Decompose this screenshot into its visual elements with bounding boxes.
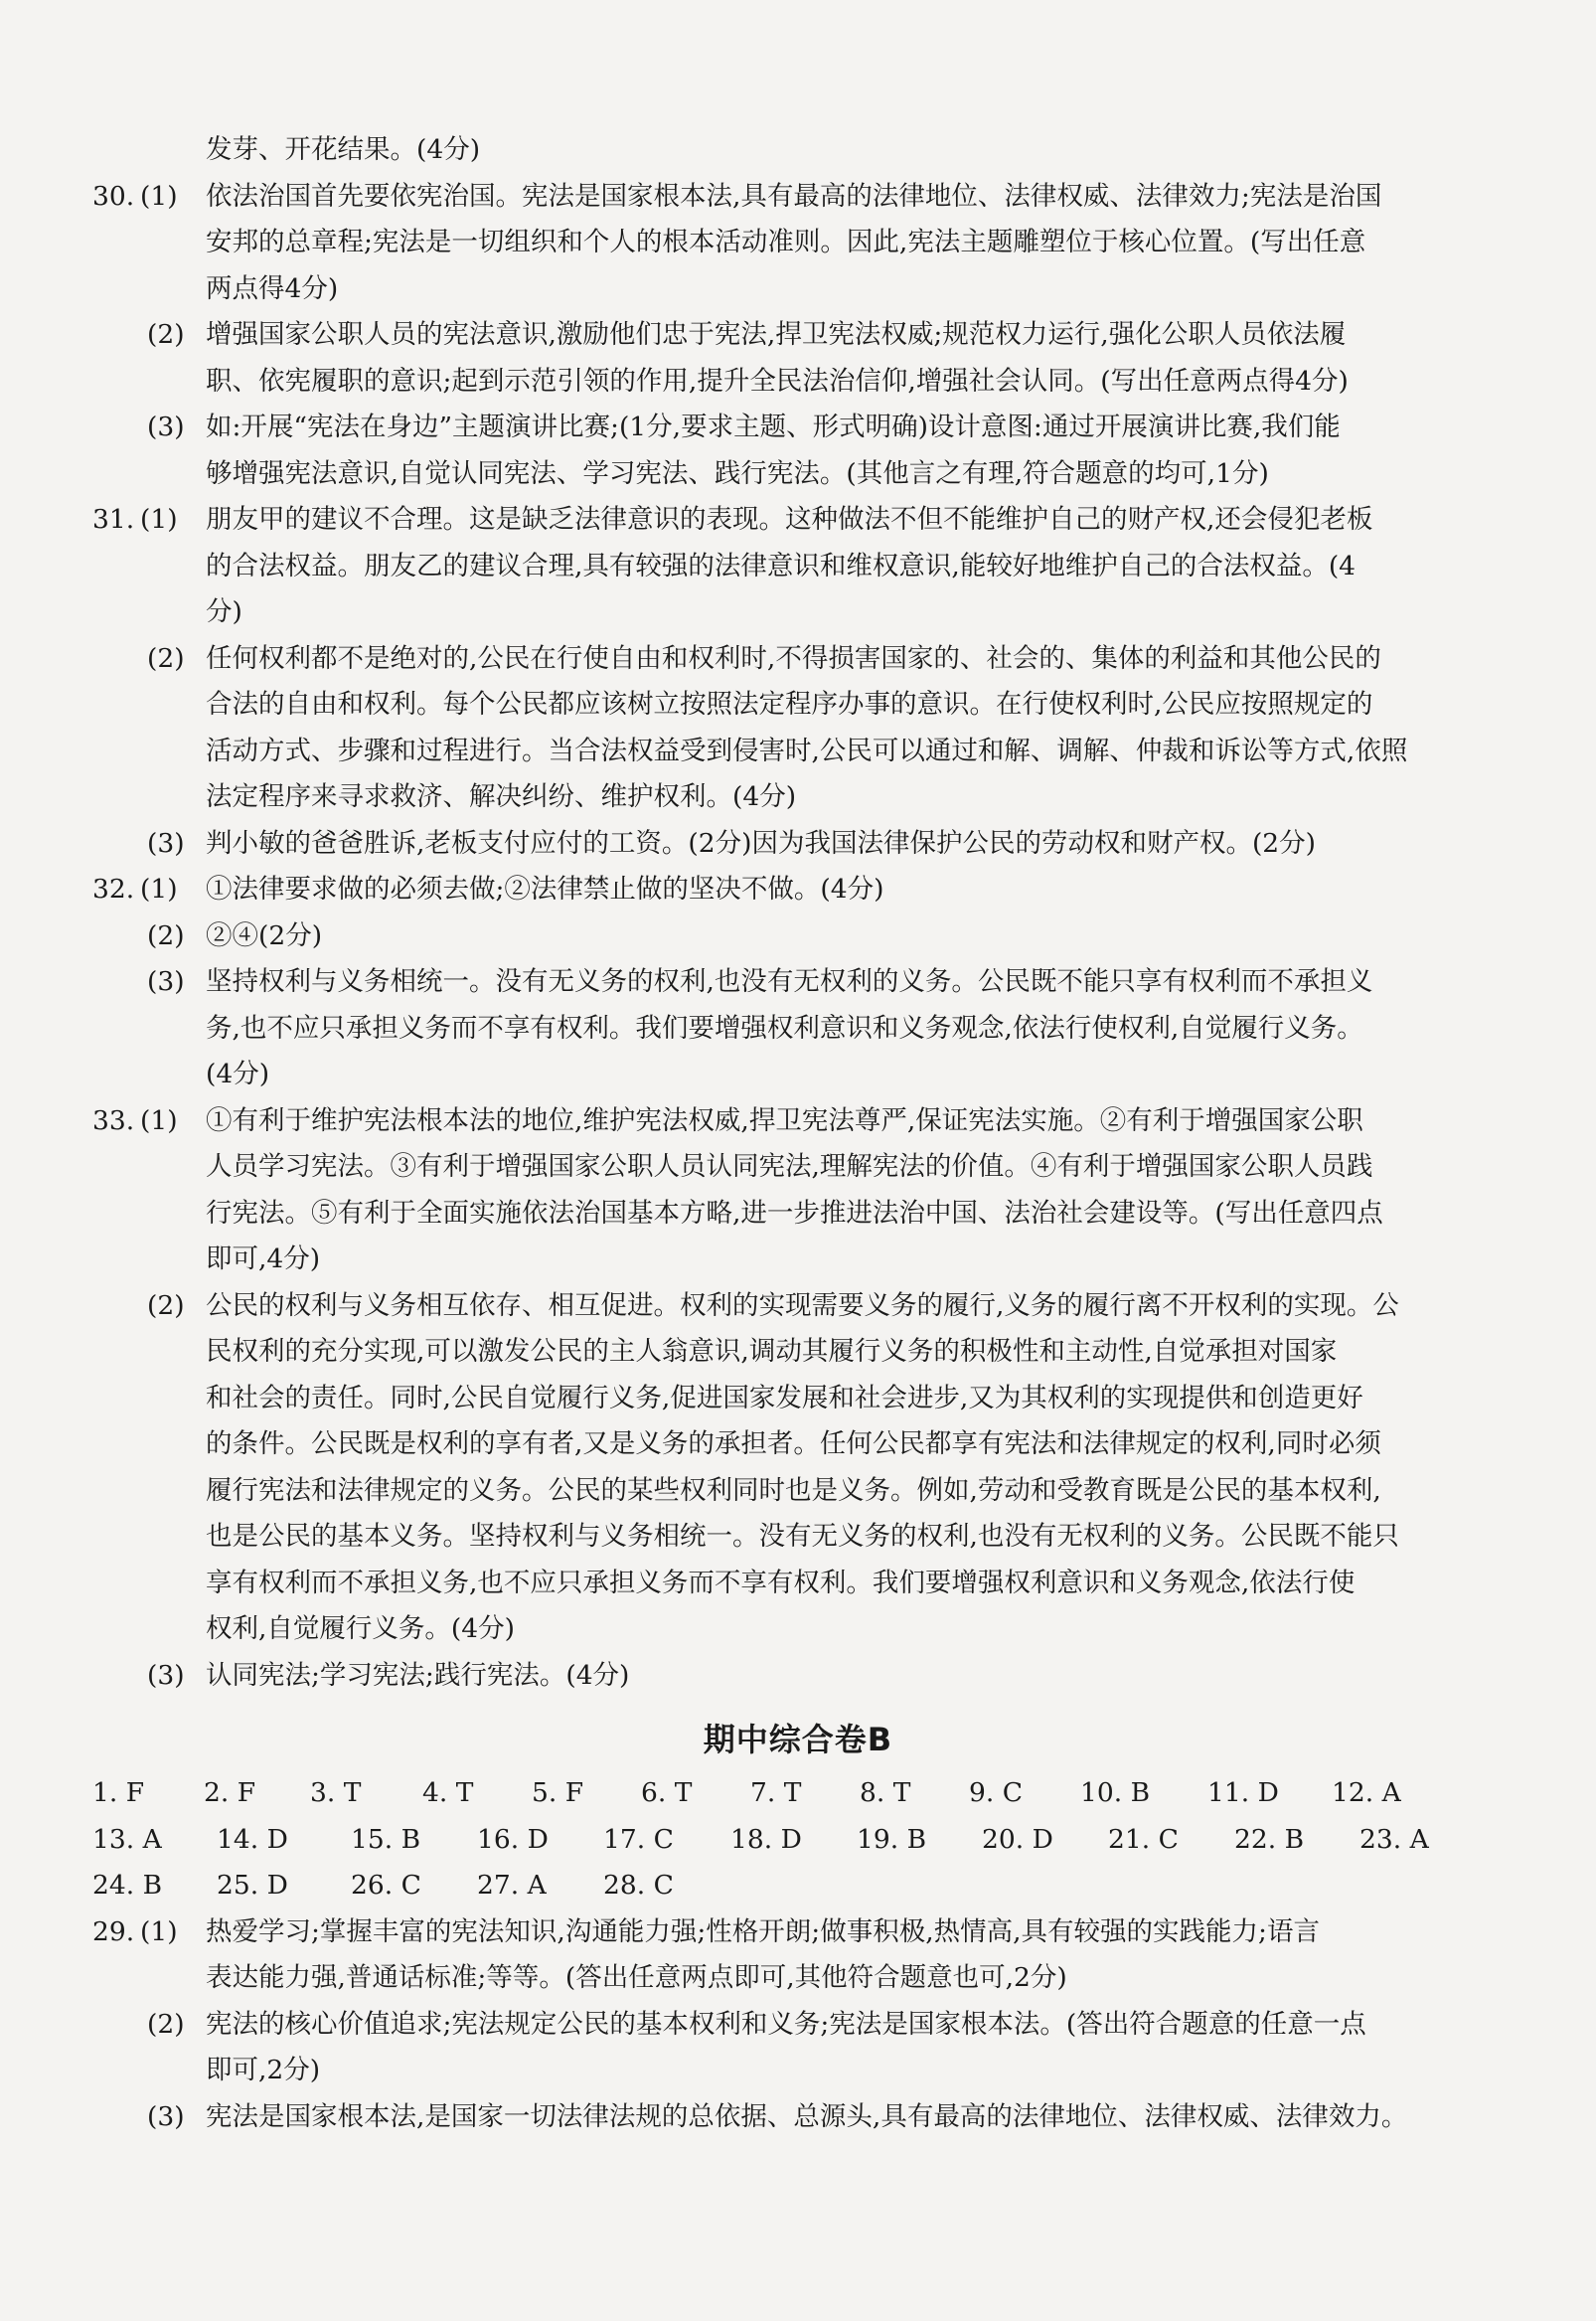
question-31-part-2 [0,636,1596,683]
line-text: 即可,4分) [206,1243,321,1274]
text-line [0,266,1596,313]
line-text: 履行宪法和法律规定的义务。公民的某些权利同时也是义务。例如,劳动和受教育既是公民的基本权利, [206,1474,1381,1506]
answer-item: 25. D [217,1870,288,1901]
question-number: 31. [92,504,135,535]
part-mark: (2) [147,642,185,674]
text-line [0,1006,1596,1053]
text-line [0,589,1596,636]
line-text: ②④(2分) [206,919,323,951]
line-text: 判小敏的爸爸胜诉,老板支付应付的工资。(2分)因为我国法律保护公民的劳动权和财产权。(2分) [206,827,1316,859]
answer-item: 19. B [857,1823,927,1855]
part-mark: (3) [147,1659,185,1691]
question-33-part-3 [0,1653,1596,1700]
answer-item: 9. C [969,1777,1023,1808]
part-mark: (2) [147,1289,185,1321]
answer-item: 28. C [603,1870,674,1901]
line-text: 法定程序来寻求救济、解决纠纷、维护权利。(4分) [206,781,797,812]
text-line [0,1421,1596,1468]
line-text: 合法的自由和权利。每个公民都应该树立按照法定程序办事的意识。在行使权利时,公民应按照规定的 [206,689,1373,720]
answer-row-1 [0,1770,1596,1817]
question-32-part-1 [0,867,1596,913]
line-text: 即可,2分) [206,2055,321,2085]
line-text: (4分) [206,1059,270,1089]
text-line [0,1376,1596,1422]
question-number: 33. [92,1104,135,1136]
question-33-part-1 [0,1098,1596,1145]
line-text: 和社会的责任。同时,公民自觉履行义务,促进国家发展和社会进步,又为其权利的实现提供和创造更好 [206,1382,1363,1413]
question-30-part-1 [0,174,1596,221]
text-line [0,544,1596,590]
section-title: 期中综合卷B [703,1721,893,1758]
line-text: 的条件。公民既是权利的享有者,又是义务的承担者。任何公民都享有宪法和法律规定的权利,同时必须 [206,1428,1381,1459]
answer-item: 15. B [351,1823,421,1855]
answer-item: 16. D [477,1823,549,1855]
text-line [0,1955,1596,2002]
question-29-part-1 [0,1909,1596,1956]
part-mark: (1) [140,504,178,535]
question-number: 29. [92,1915,135,1947]
question-30-part-2 [0,312,1596,359]
line-text: 够增强宪法意识,自觉认同宪法、学习宪法、践行宪法。(其他言之有理,符合题意的均可,1分) [206,457,1269,489]
line-text: 民权利的充分实现,可以激发公民的主人翁意识,调动其履行义务的积极性和主动性,自觉承担对国家 [206,1336,1338,1367]
answer-item: 27. A [477,1870,547,1901]
text-line [0,729,1596,775]
answer-item: 23. A [1359,1823,1429,1855]
line-text: 依法治国首先要依宪治国。宪法是国家根本法,具有最高的法律地位、法律权威、法律效力;宪法是治国 [206,180,1382,212]
line-text: 务,也不应只承担义务而不享有权利。我们要增强权利意识和义务观念,依法行使权利,自觉履行义务。 [206,1012,1363,1044]
line-text: 热爱学习;掌握丰富的宪法知识,沟通能力强;性格开朗;做事积极,热情高,具有较强的实践能力;语言 [206,1915,1320,1947]
part-mark: (1) [140,1915,178,1947]
text-line [0,220,1596,266]
answer-item: 18. D [730,1823,802,1855]
question-number: 30. [92,180,135,212]
line-text: 如:开展“宪法在身边”主题演讲比赛;(1分,要求主题、形式明确)设计意图:通过开展演讲比赛,我们能 [206,412,1341,442]
text-line [0,1144,1596,1191]
text-line [0,359,1596,406]
line-text: 宪法是国家根本法,是国家一切法律法规的总依据、总源头,具有最高的法律地位、法律权威、法律效力。 [206,2100,1408,2132]
part-mark: (2) [147,319,185,350]
answer-item: 5. F [532,1777,584,1808]
answer-item: 1. F [92,1777,145,1808]
answer-item: 3. T [310,1777,362,1808]
line-text: 分) [206,596,242,627]
question-32-part-2 [0,913,1596,960]
part-mark: (3) [147,2100,185,2132]
question-30-part-3 [0,405,1596,451]
text-line [0,1514,1596,1561]
text-line [0,1329,1596,1376]
text-line [0,1468,1596,1515]
answer-item: 22. B [1234,1823,1305,1855]
line-text: 表达能力强,普通话标准;等等。(答出任意两点即可,其他符合题意也可,2分) [206,1962,1067,1993]
answer-key-content [0,127,1596,2140]
line-text: 认同宪法;学习宪法;践行宪法。(4分) [206,1659,630,1691]
answer-item: 7. T [750,1777,802,1808]
line-text: 职、依宪履职的意识;起到示范引领的作用,提升全民法治信仰,增强社会认同。(写出任意两点得4分) [206,365,1349,397]
answer-item: 24. B [92,1870,163,1901]
answer-row-2 [0,1817,1596,1864]
text-line [0,1606,1596,1653]
line-text: 坚持权利与义务相统一。没有无义务的权利,也没有无权利的义务。公民既不能只享有权利而不承担义 [206,966,1373,997]
line-text: ①法律要求做的必须去做;②法律禁止做的坚决不做。(4分) [206,874,884,905]
answer-item: 17. C [603,1823,674,1855]
answer-item: 14. D [217,1823,288,1855]
part-mark: (3) [147,412,185,442]
answer-item: 10. B [1080,1777,1151,1808]
line-text: 两点得4分) [206,272,339,304]
line-text: 安邦的总章程;宪法是一切组织和个人的根本活动准则。因此,宪法主题雕塑位于核心位置。(写出任意 [206,227,1366,257]
text-line [0,1561,1596,1607]
part-mark: (1) [140,874,178,905]
answer-item: 13. A [92,1823,162,1855]
part-mark: (1) [140,180,178,212]
answer-item: 8. T [860,1777,911,1808]
line-text: ①有利于维护宪法根本法的地位,维护宪法权威,捍卫宪法尊严,保证宪法实施。②有利于增强国家公职 [206,1104,1363,1136]
text-line [0,1052,1596,1098]
part-mark: (3) [147,827,185,859]
question-31-part-1 [0,497,1596,544]
line-text: 活动方式、步骤和过程进行。当合法权益受到侵害时,公民可以通过和解、调解、仲裁和诉讼等方式,依照 [206,735,1408,766]
question-33-part-2 [0,1283,1596,1330]
part-mark: (3) [147,966,185,997]
line-text: 增强国家公职人员的宪法意识,激励他们忠于宪法,捍卫宪法权威;规范权力运行,强化公职人员依法履 [206,319,1347,350]
answer-item: 26. C [351,1870,421,1901]
answer-item: 2. F [204,1777,256,1808]
answer-item: 12. A [1332,1777,1401,1808]
line-text: 享有权利而不承担义务,也不应只承担义务而不享有权利。我们要增强权利意识和义务观念,依法行使 [206,1567,1356,1598]
answer-item: 6. T [641,1777,693,1808]
line-text: 朋友甲的建议不合理。这是缺乏法律意识的表现。这种做法不但不能维护自己的财产权,还会侵犯老板 [206,504,1373,535]
line-text: 权利,自觉履行义务。(4分) [206,1613,515,1644]
question-29-part-2 [0,2002,1596,2049]
line-text: 任何权利都不是绝对的,公民在行使自由和权利时,不得损害国家的、社会的、集体的利益和其他公民的 [206,642,1381,674]
line-text: 公民的权利与义务相互依存、相互促进。权利的实现需要义务的履行,义务的履行离不开权利的实现。公 [206,1289,1399,1321]
line-text: 发芽、开花结果。(4分) [206,134,481,165]
question-number: 32. [92,874,135,905]
part-mark: (2) [147,2008,185,2040]
answer-item: 11. D [1207,1777,1279,1808]
line-text: 行宪法。⑤有利于全面实施依法治国基本方略,进一步推进法治中国、法治社会建设等。(写出任意四点 [206,1197,1383,1229]
answer-item: 21. C [1108,1823,1179,1855]
line-text: 也是公民的基本义务。坚持权利与义务相统一。没有无义务的权利,也没有无权利的义务。公民既不能只 [206,1521,1399,1552]
text-line [0,1191,1596,1238]
question-29-part-3 [0,2094,1596,2141]
text-line [0,774,1596,821]
answer-row-3 [0,1863,1596,1909]
text-line [0,682,1596,729]
line-text: 宪法的核心价值追求;宪法规定公民的基本权利和义务;宪法是国家根本法。(答出符合题意的任意一点 [206,2008,1366,2040]
question-31-part-3 [0,821,1596,868]
text-line [0,127,1596,174]
answer-item: 20. D [982,1823,1053,1855]
text-line [0,451,1596,498]
answer-item: 4. T [422,1777,474,1808]
part-mark: (2) [147,919,185,951]
text-line [0,2048,1596,2094]
line-text: 的合法权益。朋友乙的建议合理,具有较强的法律意识和维权意识,能较好地维护自己的合法权益。(4 [206,550,1357,581]
part-mark: (1) [140,1104,178,1136]
question-32-part-3 [0,959,1596,1006]
line-text: 人员学习宪法。③有利于增强国家公职人员认同宪法,理解宪法的价值。④有利于增强国家公职人员践 [206,1151,1373,1182]
text-line [0,1237,1596,1283]
